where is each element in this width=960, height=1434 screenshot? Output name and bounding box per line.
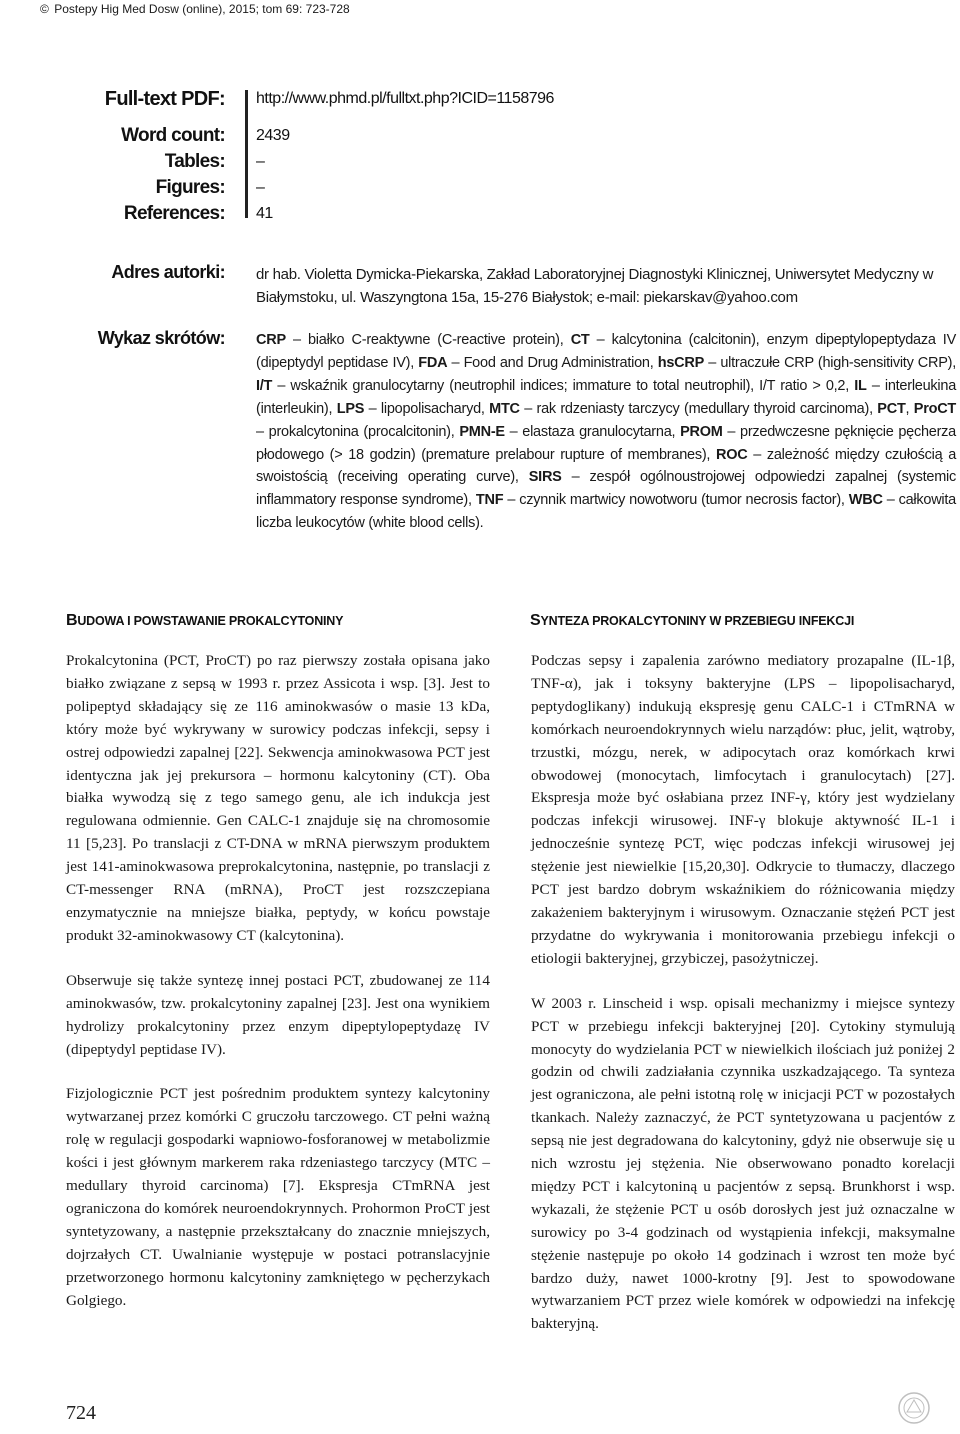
- abbreviation-definition: elastaza granulocytarna,: [522, 423, 676, 440]
- fulltext-label: Full-text PDF:: [104, 88, 225, 110]
- address-text: dr hab. Violetta Dymicka-Piekarska, Zakład Laboratoryjnej Diagnostyki Klinicznej, Uniwersytet Medyczny w Białymstoku, ul. Waszyngtona 15a, 15-276 Białystok; e-mail: piekarskav@yahoo.com: [256, 266, 934, 306]
- right-column: [531, 650, 955, 1358]
- fulltext-link[interactable]: http://www.phmd.pl/fulltxt.php?ICID=1158796: [256, 90, 554, 107]
- paragraph: Prokalcytonina (PCT, ProCT) po raz pierwszy została opisana jako białko związane z sepsą w 1993 r. przez Assicota i wsp. [3]. Jest to polipeptyd składający się ze 116 aminokwasów o masie 13 kDa, który może być wykrywany w surowicy podczas infekcji, sepsy i ostrej odpowiedzi zapalnej [22]. Sekwencja aminokwasowa PCT jest identyczna jak jej prekursora – hormonu kalcytoniny (CT). Oba białka wywodzą się z tego samego genu, ale ich indukcja jest regulowana odmiennie. Gen CALC-1 znajduje się na chromosomie 11 [5,23]. Po translacji z CT-DNA w mRNA pierwszym produktem jest 141-aminokwasowa preprokalcytonina, następnie, po translacji z CT-messenger RNA (mRNA), ProCT jest rozszczepiana enzymatycznie na mniejsze białka, peptydy, w końcu powstaje produkt 32-aminokwasowy CT (kalcytonina).: [66, 652, 490, 944]
- tables-label: Tables:: [164, 151, 225, 172]
- figures-value: –: [256, 179, 265, 196]
- paragraph: W 2003 r. Linscheid i wsp. opisali mechanizmy i miejsce syntezy PCT w przebiegu infekcji bakteryjnej [20]. Cytokiny stymulują monocyty do wydzielania PCT w niewielkich ilościach już poniżej 2 godzin od chwili zadziałania czynnika uszkadzającego. Ta synteza jest ograniczona, ale pełni istotną rolę w inicjacji PCT w pozostałych tkankach. Należy zaznaczyć, że PCT syntetyzowana u pacjentów z sepsą nie jest degradowana do kalcytoniny, gdyż nie obserwuje się u nich wzrostu jej stężenia. Nie obserwowano ponadto korelacji między PCT i kalcytoniną u pacjentów z sepsą. Brunkhorst i wsp. wykazali, że stężenie PCT u osób dorosłych jest już oznaczalne w surowicy po 3-4 godzinach od wystąpienia infekcji, maksymalne stężenie następuje po około 14 godzinach i wzrost ten może być bardzo duży, nawet 1000-krotny [9]. Jest to spowodowane wytwarzaniem PCT przez wiele komórek w odpowiedzi na infekcję bakteryjną.: [531, 994, 955, 1333]
- abbreviation-term: TNF: [475, 492, 504, 509]
- abbreviation-term: PMN-E: [459, 423, 505, 440]
- tables-value: –: [256, 153, 265, 170]
- abbreviation-term: IL: [854, 377, 867, 394]
- journal-header: [40, 0, 350, 18]
- abbreviation-term: MTC: [489, 400, 520, 417]
- section-heading-right: SYNTEZA PROKALCYTONINY W PRZEBIEGU INFEKCJI: [530, 612, 855, 629]
- abbreviation-definition: przedwczesne pęknięcie pęcherza płodowego (> 18 godzin) (premature prelabour rupture of membranes),: [256, 423, 956, 463]
- abbreviation-definition: wskaźnik granulocytarny (neutrophil indices; immature to total neutrophil), I/T ratio > 0,2,: [290, 377, 850, 394]
- abbreviation-definition: zależność między czułością a swoistością (receiving operating curve),: [256, 446, 957, 486]
- abbreviation-definition: białko C-reaktywne (C-reactive protein),: [307, 332, 564, 348]
- references-label: References:: [123, 203, 225, 224]
- abbreviation-term: CT: [570, 332, 590, 348]
- left-column: [66, 650, 490, 1334]
- abbreviation-term: ProCT: [913, 400, 957, 417]
- figures-label: Figures:: [155, 177, 225, 198]
- abbreviation-definition: ultraczułe CRP (high-sensitivity CRP),: [720, 354, 957, 371]
- abbreviation-definition: zespół ogólnoustrojowej odpowiedzi zapalnej (systemic inflammatory response syndrome),: [256, 469, 956, 509]
- abbreviation-term: ROC: [715, 446, 748, 463]
- abbreviation-definition: całkowita liczba leukocytów (white blood cells).: [256, 492, 956, 532]
- abbreviation-term: FDA: [418, 354, 448, 371]
- references-value: 41: [256, 205, 273, 222]
- abbreviation-term: CRP: [256, 332, 286, 348]
- paragraph: Obserwuje się także syntezę innej postaci PCT, zbudowanej ze 114 aminokwasów, tzw. prokalcytoniny zapalnej [23]. Jest ona wynikiem hydrolizy prokalcytoniny przez enzym dipeptylopeptydazę IV (dipeptydyl peptidase IV).: [66, 971, 490, 1058]
- section-heading-left: BUDOWA I POWSTAWANIE PROKALCYTONINY: [66, 612, 344, 629]
- article-meta-labels: [40, 86, 225, 227]
- copyright-icon: ©: [40, 2, 49, 16]
- abbreviation-term: SIRS: [528, 469, 562, 486]
- abbreviation-term: WBC: [848, 492, 883, 509]
- page-number: 724: [66, 1402, 96, 1424]
- address-label: Adres autorki:: [111, 262, 225, 282]
- abbreviations-label: Wykaz skrótów:: [97, 328, 225, 348]
- journal-watermark-icon: [896, 1390, 932, 1426]
- abbreviation-term: PCT: [877, 400, 906, 417]
- paragraph: Podczas sepsy i zapalenia zarówno mediatory prozapalne (IL-1β, TNF-α), jak i toksyny bakteryjne (LPS – lipopolisacharyd, peptydoglikany) indukują ekspresję genu CALC-1 i CTmRNA w komórkach neuroendokrynnych wielu narządów: płuc, jelit, wątroby, trzustki, mózgu, nerek, w adipocytach oraz komórkach krwi obwodowej (monocytach, limfocytach i granulocytach) [27]. Ekspresja może być osłabiana przez INF-γ, który jest wydzielany podczas infekcji wirusowej. INF-γ blokuje aktywność IL-1 i jednocześnie syntezę PCT, więc podczas infekcji wirusowej jej stężenie jest niewielkie [15,20,30]. Odkrycie to tłumaczy, dlaczego PCT jest bardzo dobrym wskaźnikiem do różnicowania między zakażeniem bakteryjnym i wirusowym. Oznaczanie stężeń PCT jest przydatne do wykrywania i monitorowania przebiegu infekcji o etiologii bakteryjnej, grzybiczej, pasożytniczej.: [531, 652, 955, 967]
- wordcount-label: Word count:: [121, 125, 225, 146]
- journal-citation: Postepy Hig Med Dosw (online), 2015; tom 69: 723-728: [54, 2, 350, 16]
- abbreviation-term: PROM: [680, 423, 723, 440]
- abbreviation-definition: prokalcytonina (procalcitonin),: [268, 423, 455, 440]
- meta-divider: [245, 90, 248, 218]
- abbreviation-definition: Food and Drug Administration,: [463, 354, 654, 371]
- abbreviation-definition: interleukina (interleukin),: [256, 377, 957, 417]
- abbreviation-definition: lipopolisacharyd,: [380, 400, 485, 417]
- abbreviation-definition: kalcytonina (calcitonin), enzym dipeptylopeptydaza IV (dipeptydyl peptidase IV),: [256, 332, 957, 371]
- abbreviation-term: I/T: [256, 377, 273, 394]
- article-meta-values: [256, 86, 554, 227]
- wordcount-value: 2439: [256, 127, 290, 144]
- paragraph: Fizjologicznie PCT jest pośrednim produktem syntezy kalcytoniny wytwarzanej przez komórki C gruczołu tarczowego. CT pełni ważną rolę w regulacji gospodarki wapniowo-fosforanowej w metabolizmie kości i jest głównym markerem raka rdzeniastego tarczycy (MTC – medullary thyroid carcinoma) [7]. Ekspresja CTmRNA jest ograniczona do komórek neuroendokrynnych. Prohormon ProCT jest syntetyzowany, a następnie przekształcany do znacznie mniejszych, dojrzałych CT. Uwalnianie występuje w postaci potranslacyjnie przetworzonego hormonu kalcytoniny zamkniętego w pęcherzykach Golgiego.: [66, 1085, 490, 1309]
- abbreviations-list: CRP – białko C-reaktywne (C-reactive protein), CT – kalcytonina (calcitonin), enzym dipeptylopeptydaza IV (dipeptydyl peptidase IV), FDA – Food and Drug Administration, hsCRP – ultraczułe CRP (high-sensitivity CRP), I/T – wskaźnik granulocytarny (neutrophil indices; immature to total neutrophil), I/T ratio > 0,2, IL – interleukina (interleukin), LPS – lipopolisacharyd, MTC – rak rdzeniasty tarczycy (medullary thyroid carcinoma), PCT, ProCT – prokalcytonina (procalcitonin), PMN-E – elastaza granulocytarna, PROM – przedwczesne pęknięcie pęcherza płodowego (> 18 godzin) (premature prelabour rupture of membranes), ROC – zależność między czułością a swoistością (receiving operating curve), SIRS – zespół ogólnoustrojowej odpowiedzi zapalnej (systemic inflammatory response syndrome), TNF – czynnik martwicy nowotworu (tumor necrosis factor), WBC – całkowita liczba leukocytów (white blood cells).: [256, 332, 957, 532]
- abbreviation-definition: rak rdzeniasty tarczycy (medullary thyroid carcinoma),: [536, 400, 873, 417]
- abbreviation-term: hsCRP: [657, 354, 705, 371]
- abbreviation-term: LPS: [336, 400, 365, 417]
- abbreviation-definition: czynnik martwicy nowotworu (tumor necrosis factor),: [519, 492, 845, 509]
